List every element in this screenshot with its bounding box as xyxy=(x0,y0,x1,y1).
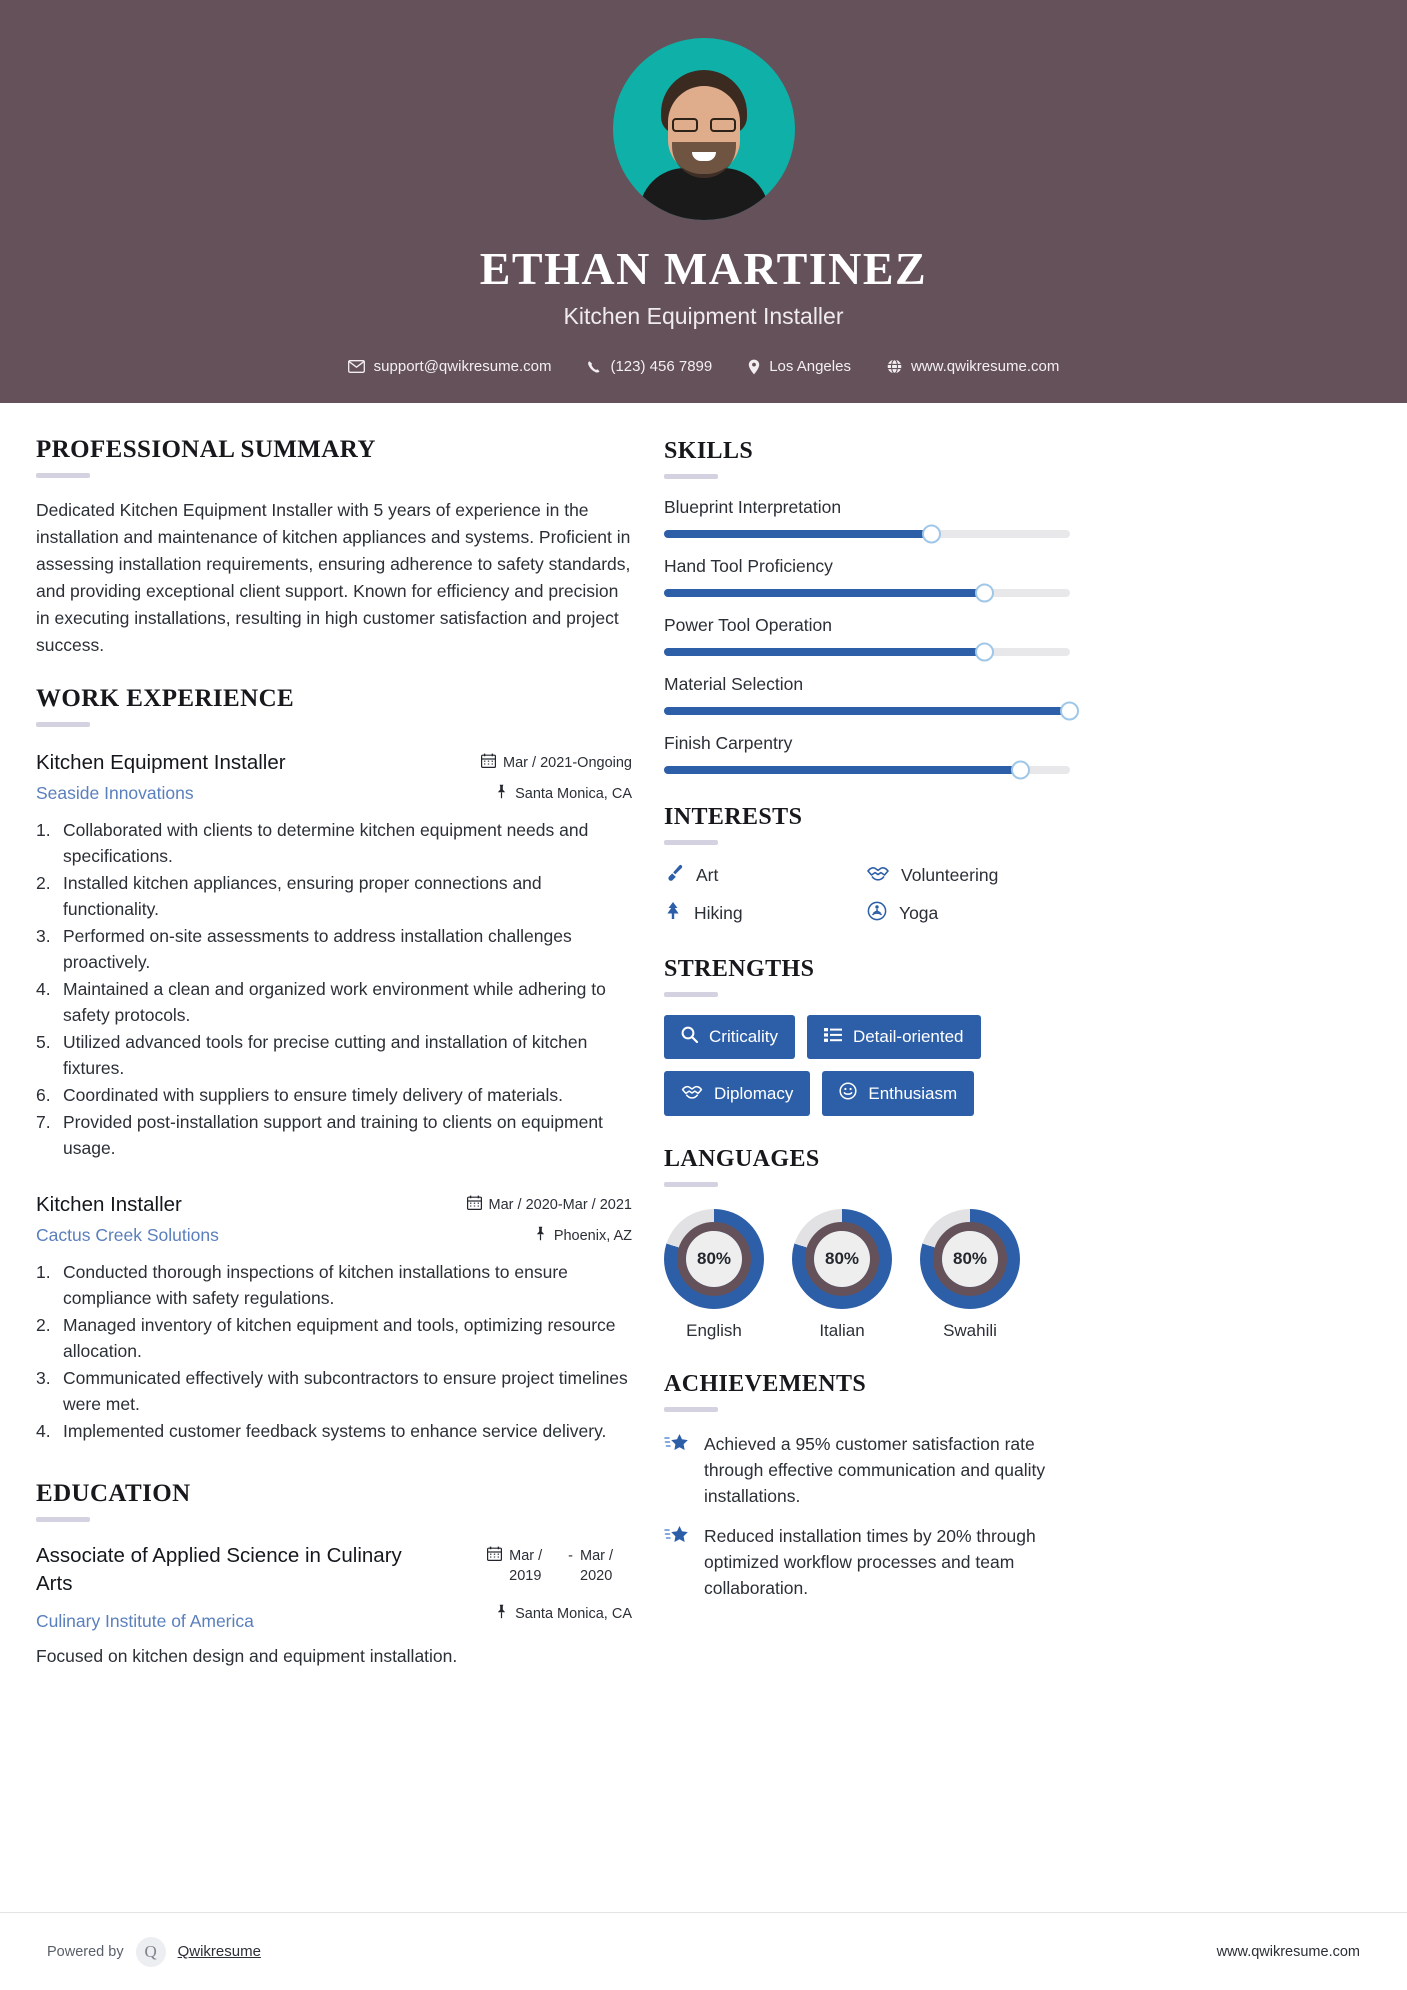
job-date-text: Mar / 2021-Ongoing xyxy=(503,755,632,771)
section-title-achievements: ACHIEVEMENTS xyxy=(664,1371,867,1397)
education-date-start: Mar / 2019 xyxy=(509,1548,543,1584)
list-item: Provided post-installation support and training to clients on equipment usage. xyxy=(63,1112,603,1158)
qwikresume-logo-icon: Q xyxy=(136,1937,166,1967)
language-label: Italian xyxy=(819,1321,865,1340)
section-strengths xyxy=(664,956,1070,1116)
star-icon xyxy=(664,1431,690,1460)
skill-label: Material Selection xyxy=(664,674,804,694)
language-item xyxy=(920,1209,1020,1341)
skill-item xyxy=(664,497,1070,538)
job-company[interactable]: Seaside Innovations xyxy=(36,783,194,803)
achievement-text: Achieved a 95% customer satisfaction rate through effective communication and quality installations. xyxy=(704,1434,1046,1506)
page-title: ETHAN MARTINEZ xyxy=(479,243,928,294)
strength-label: Criticality xyxy=(709,1027,778,1046)
section-achievements xyxy=(664,1371,1070,1601)
job-title: Kitchen Installer xyxy=(36,1193,182,1216)
calendar-icon xyxy=(487,1546,502,1567)
powered-by xyxy=(47,1937,261,1967)
education-location-text: Santa Monica, CA xyxy=(515,1606,632,1622)
language-percent: 80% xyxy=(686,1231,742,1287)
right-column xyxy=(664,436,1070,1669)
list-item: Managed inventory of kitchen equipment and tools, optimizing resource allocation. xyxy=(63,1315,616,1361)
section-title-education: EDUCATION xyxy=(36,1480,191,1507)
interest-label: Yoga xyxy=(899,903,939,923)
work-entry xyxy=(36,1191,632,1444)
avatar xyxy=(613,38,795,220)
calendar-icon xyxy=(467,1195,482,1216)
skill-progress-bar[interactable] xyxy=(664,648,1070,656)
hands-helping-icon xyxy=(867,864,889,887)
contact-email-text: support@qwikresume.com xyxy=(373,358,552,375)
section-divider xyxy=(36,473,90,478)
education-date-separator: - xyxy=(568,1548,573,1564)
pin-icon xyxy=(495,784,508,805)
interest-item-hiking xyxy=(664,901,867,926)
pin-icon xyxy=(534,1226,547,1247)
strength-chip-enthusiasm xyxy=(822,1071,974,1116)
interest-label: Art xyxy=(696,865,719,885)
list-item: Performed on-site assessments to address installation challenges proactively. xyxy=(63,926,572,972)
section-divider xyxy=(664,840,718,845)
yoga-icon xyxy=(867,901,887,926)
work-entry xyxy=(36,749,632,1161)
job-location xyxy=(422,784,632,805)
list-item: Conducted thorough inspections of kitchen installations to ensure compliance with safety regulations. xyxy=(63,1262,568,1308)
skill-item xyxy=(664,556,1070,597)
section-interests xyxy=(664,804,1070,926)
section-languages xyxy=(664,1146,1070,1341)
contact-website[interactable] xyxy=(869,358,1077,375)
contact-website-text: www.qwikresume.com xyxy=(910,358,1060,375)
language-item xyxy=(664,1209,764,1341)
skill-label: Finish Carpentry xyxy=(664,733,793,753)
globe-icon xyxy=(887,359,902,374)
language-percent: 80% xyxy=(942,1231,998,1287)
section-divider xyxy=(664,1407,718,1412)
language-donut-chart xyxy=(920,1209,1020,1309)
hands-helping-icon xyxy=(681,1083,703,1105)
resume-header xyxy=(0,0,1407,403)
calendar-icon xyxy=(481,753,496,774)
skill-label: Power Tool Operation xyxy=(664,615,832,635)
list-item: Installed kitchen appliances, ensuring proper connections and functionality. xyxy=(63,873,542,919)
school-name[interactable]: Culinary Institute of America xyxy=(36,1611,254,1631)
language-percent: 80% xyxy=(814,1231,870,1287)
job-company[interactable]: Cactus Creek Solutions xyxy=(36,1225,219,1245)
strength-label: Enthusiasm xyxy=(868,1083,958,1103)
star-icon xyxy=(664,1523,690,1552)
job-role-subtitle: Kitchen Equipment Installer xyxy=(563,303,844,329)
paint-brush-icon xyxy=(664,863,684,888)
phone-icon xyxy=(587,360,601,374)
list-item: Maintained a clean and organized work environment while adhering to safety protocols. xyxy=(63,979,606,1025)
contact-email[interactable] xyxy=(330,358,570,375)
achievement-item xyxy=(664,1523,1070,1601)
interest-label: Volunteering xyxy=(901,865,999,885)
pin-icon xyxy=(495,1604,508,1625)
skill-progress-bar[interactable] xyxy=(664,589,1070,597)
skill-progress-bar[interactable] xyxy=(664,766,1070,774)
list-item: Coordinated with suppliers to ensure timely delivery of materials. xyxy=(63,1085,563,1105)
section-work-experience xyxy=(36,685,632,1444)
resume-body xyxy=(0,403,1407,1669)
section-professional-summary xyxy=(36,436,632,659)
left-column xyxy=(36,436,632,1669)
job-location-text: Santa Monica, CA xyxy=(515,786,632,802)
interest-item-art xyxy=(664,863,867,888)
skill-item xyxy=(664,674,1070,715)
education-date-end: Mar / 2020 xyxy=(580,1548,614,1584)
education-date xyxy=(442,1546,632,1586)
language-item xyxy=(792,1209,892,1341)
section-title-languages: LANGUAGES xyxy=(664,1146,820,1172)
job-title: Kitchen Equipment Installer xyxy=(36,751,286,774)
section-divider xyxy=(664,1182,718,1187)
list-item: Implemented customer feedback systems to enhance service delivery. xyxy=(63,1421,607,1441)
language-donut-chart xyxy=(792,1209,892,1309)
tree-icon xyxy=(664,901,682,926)
contact-location-text: Los Angeles xyxy=(769,358,851,375)
section-title-work: WORK EXPERIENCE xyxy=(36,685,295,712)
degree-title: Associate of Applied Science in Culinary Arts xyxy=(36,1544,402,1595)
achievement-text: Reduced installation times by 20% through optimized workflow processes and team collaboration. xyxy=(704,1526,1036,1598)
skill-item xyxy=(664,615,1070,656)
section-education xyxy=(36,1480,632,1669)
language-label: Swahili xyxy=(943,1321,997,1340)
list-item: Communicated effectively with subcontractors to ensure project timelines were met. xyxy=(63,1368,628,1414)
page-footer xyxy=(0,1912,1407,1990)
footer-website[interactable]: www.qwikresume.com xyxy=(1216,1943,1360,1960)
strength-chip-diplomacy xyxy=(664,1071,810,1116)
language-donut-chart xyxy=(664,1209,764,1309)
skill-item xyxy=(664,733,1070,774)
powered-by-label: Powered by xyxy=(47,1943,124,1960)
summary-text: Dedicated Kitchen Equipment Installer with 5 years of experience in the installation and maintenance of kitchen appliances and systems. Proficient in assessing installation requirements, ensuring adherence to safety standards, and providing exceptional client support. Known for efficiency and precision in executing installations, resulting in high customer satisfaction and project success. xyxy=(36,500,631,655)
skill-progress-bar[interactable] xyxy=(664,707,1070,715)
achievement-item xyxy=(664,1431,1070,1509)
job-date xyxy=(422,1195,632,1216)
contact-phone[interactable] xyxy=(569,358,730,375)
envelope-icon xyxy=(348,360,365,373)
contact-location xyxy=(730,358,869,375)
skill-progress-bar[interactable] xyxy=(664,530,1070,538)
job-location xyxy=(422,1226,632,1247)
section-title-strengths: STRENGTHS xyxy=(664,956,815,982)
strength-label: Diplomacy xyxy=(714,1083,794,1103)
education-entry xyxy=(36,1542,632,1669)
section-title-skills: SKILLS xyxy=(664,438,754,464)
section-divider xyxy=(36,1517,90,1522)
strength-chip-detail-oriented xyxy=(807,1015,981,1059)
qwikresume-brand-link[interactable]: Qwikresume xyxy=(177,1943,261,1960)
education-description: Focused on kitchen design and equipment installation. xyxy=(36,1646,458,1666)
list-icon xyxy=(824,1027,842,1048)
education-location xyxy=(442,1604,632,1625)
contact-bar xyxy=(0,358,1407,375)
job-bullets xyxy=(36,1259,632,1444)
skill-label: Blueprint Interpretation xyxy=(664,497,842,517)
smiley-icon xyxy=(839,1082,857,1105)
search-icon xyxy=(681,1026,698,1048)
section-title-summary: PROFESSIONAL SUMMARY xyxy=(36,436,376,463)
section-divider xyxy=(664,474,718,479)
interest-item-volunteering xyxy=(867,863,1070,888)
section-divider xyxy=(664,992,718,997)
map-pin-icon xyxy=(748,359,760,375)
section-title-interests: INTERESTS xyxy=(664,804,803,830)
job-location-text: Phoenix, AZ xyxy=(553,1228,632,1244)
strength-label: Detail-oriented xyxy=(852,1027,964,1046)
language-label: English xyxy=(686,1321,742,1340)
job-date xyxy=(422,753,632,774)
strength-chip-criticality xyxy=(664,1015,795,1059)
list-item: Collaborated with clients to determine kitchen equipment needs and specifications. xyxy=(63,820,589,866)
job-bullets xyxy=(36,817,632,1161)
contact-phone-text: (123) 456 7899 xyxy=(610,358,713,375)
section-divider xyxy=(36,722,90,727)
interest-item-yoga xyxy=(867,901,1070,926)
list-item: Utilized advanced tools for precise cutting and installation of kitchen fixtures. xyxy=(63,1032,588,1078)
skill-label: Hand Tool Proficiency xyxy=(664,556,833,576)
interest-label: Hiking xyxy=(694,903,743,923)
section-skills xyxy=(664,438,1070,774)
job-date-text: Mar / 2020-Mar / 2021 xyxy=(488,1197,632,1213)
